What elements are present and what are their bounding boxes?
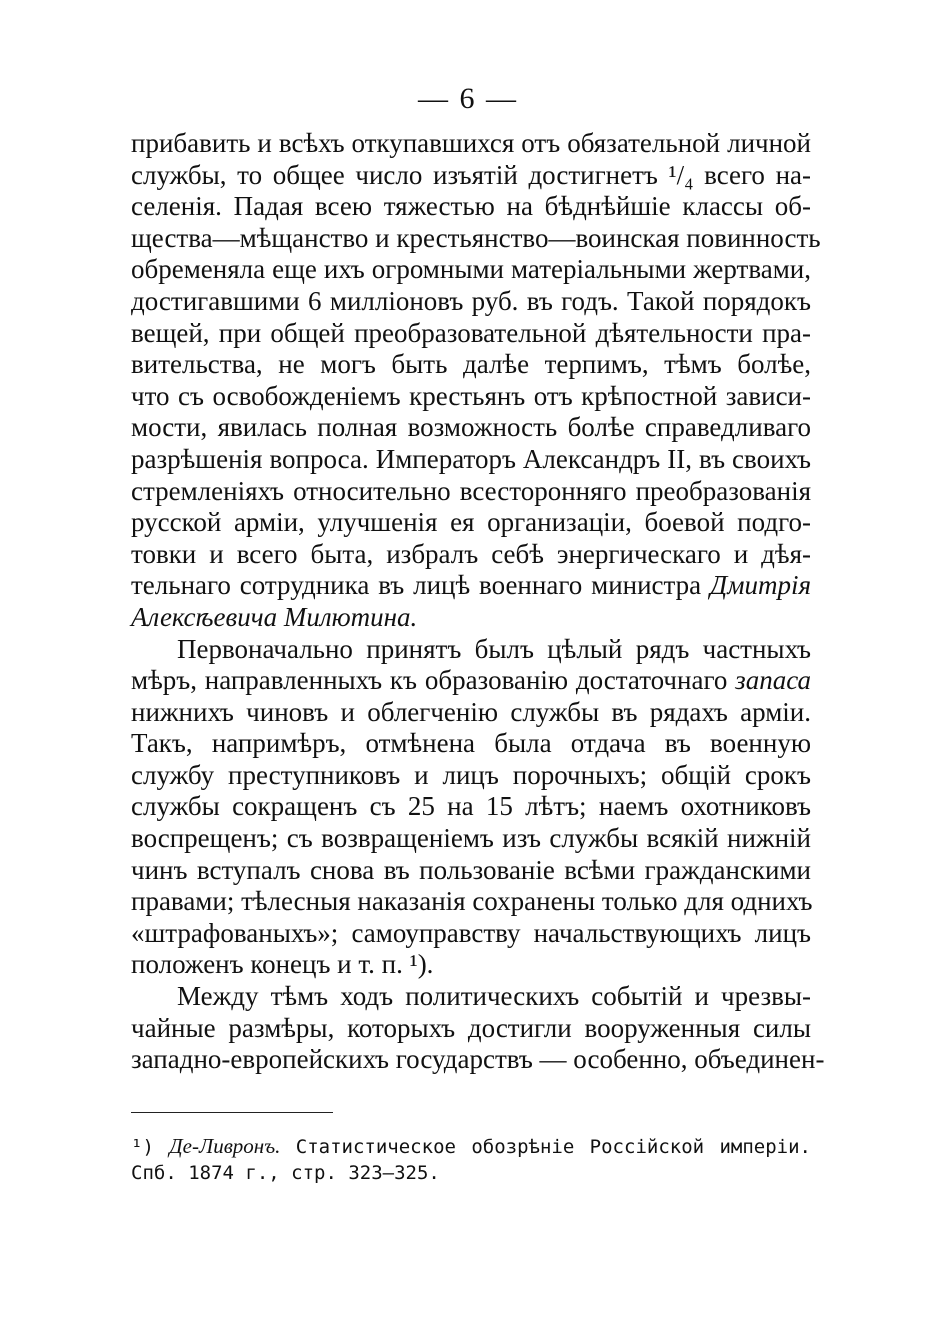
text-line: нижнихъ чиновъ и облегченію службы въ рядахъ арміи. [131,696,811,727]
italic-phrase: Дмитрія [710,570,811,601]
text-line: чайные размѣры, которыхъ достигли вооруженныя силы [131,1012,811,1043]
text-line: мости, явилась полная возможность болѣе справедливаго [131,412,811,443]
paragraph-2 [131,634,811,982]
text-line: службы сокращенъ съ 25 на 15 лѣтъ; наемъ охотниковъ [131,791,811,822]
footnote-author: Де-Ливронъ. [169,1134,281,1158]
text-line-with-italic: тельнаго сотрудника въ лицѣ военнаго министра Дмитрія [131,570,811,601]
text-line: товки и всего быта, избралъ себѣ энергическаго и дѣя- [131,538,811,569]
text-line: стремленіяхъ относительно всесторонняго преобразованія [131,475,811,506]
text-line: чинъ вступалъ снова въ пользованіе всѣми гражданскими [131,854,811,885]
footnotes [131,1133,811,1187]
text-line: вительства, не могъ быть далѣе терпимъ, тѣмъ болѣе, [131,349,811,380]
text-line: положенъ конецъ и т. п. ¹). [131,949,434,980]
text-line: службы, то общее число изъятій достигнетъ ¹/₄ всего на- [131,159,811,190]
text-line: Между тѣмъ ходъ политическихъ событій и чрезвы- [177,981,811,1012]
text-line: правами; тѣлесныя наказанія сохранены только для однихъ [131,886,813,917]
page-number: — 6 — [418,82,518,115]
footnote-title: Статистическое обозрѣніе Россійской имперіи. [295,1136,811,1158]
text-line: Такъ, напримѣръ, отмѣнена была отдача въ военную [131,728,811,759]
paragraph-1 [131,128,821,634]
footnote-divider [131,1112,333,1113]
text-line: «штрафованыхъ»; самоуправству начальствующихъ лицъ [131,917,811,948]
text-line-with-italic: мѣръ, направленныхъ къ образованію достаточнаго запаса [131,665,811,696]
text-line: обременяла еще ихъ огромными матеріальными жертвами, [131,254,811,285]
paragraph-3 [131,981,825,1076]
footnote-marker: ¹) [131,1136,154,1158]
text-line: вещей, при общей преобразовательной дѣятельности пра- [131,317,811,348]
footnote-line-2: Спб. 1874 г., стр. 323—325. [131,1162,440,1184]
text-line: разрѣшенія вопроса. Императоръ Александръ II, въ своихъ [131,443,811,474]
text-line: щества—мѣщанство и крестьянство—воинская повинность [131,222,821,253]
text-line: прибавить и всѣхъ откупавшихся отъ обязательной личной [131,128,811,158]
footnote-line-1 [131,1133,811,1160]
text-line: достигавшими 6 милліоновъ руб. въ годъ. Такой порядокъ [131,285,811,316]
text-line: Первоначально принятъ былъ цѣлый рядъ частныхъ [177,633,811,664]
text-line: воспрещенъ; съ возвращеніемъ изъ службы всякій нижній [131,823,811,854]
text-line-italic-name: Алексѣевича Милютина. [131,601,418,632]
text-line: что съ освобожденіемъ крестьянъ отъ крѣпостной зависи- [131,380,811,411]
text-line: западно-европейскихъ государствъ — особенно, объединен- [131,1044,825,1075]
body-text [131,128,825,1076]
italic-phrase: запаса [735,665,811,696]
text-line: службу преступниковъ и лицъ порочныхъ; общій срокъ [131,759,811,790]
text-line: селенія. Падая всею тяжестью на бѣднѣйшіе классы об- [131,191,811,222]
text-line: русской арміи, улучшенія ея организаціи, боевой подго- [131,507,811,538]
